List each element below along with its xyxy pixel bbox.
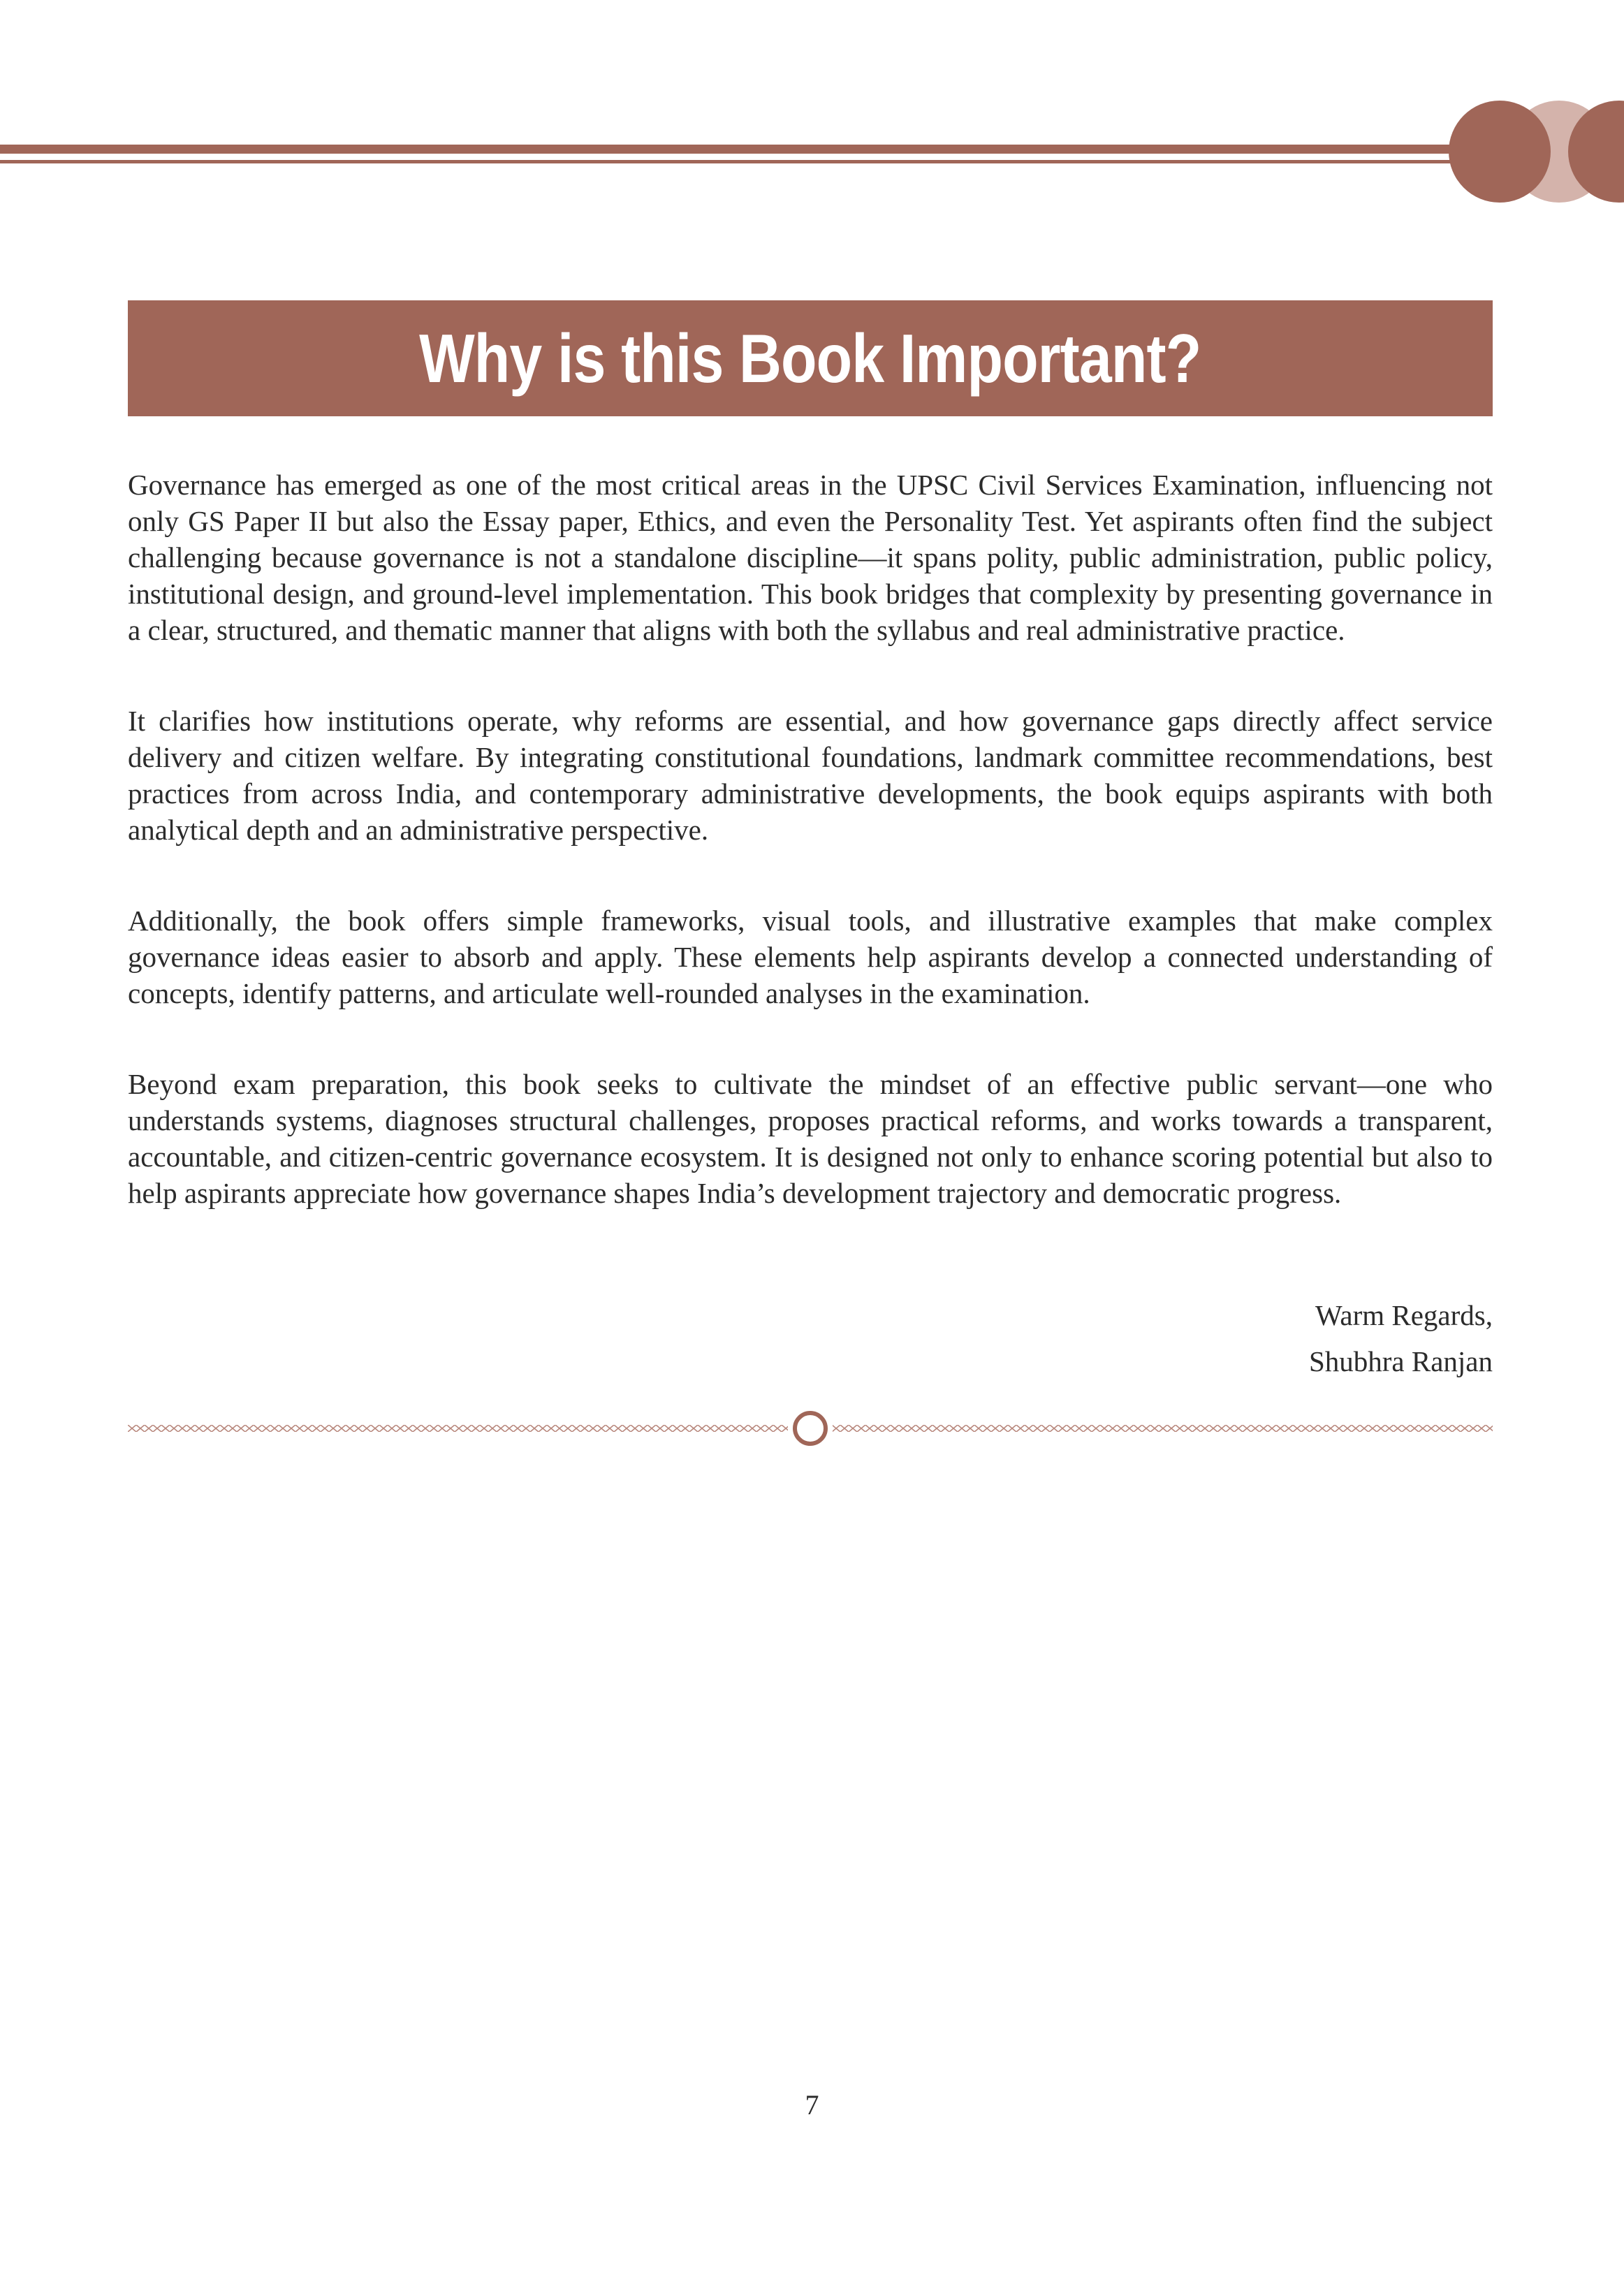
signoff-author: Shubhra Ranjan (1308, 1345, 1493, 1377)
section-divider (128, 1407, 1493, 1449)
body-text (128, 467, 1493, 1266)
page-title: Why is this Book Important? (419, 319, 1201, 397)
header-circle-dark (1449, 101, 1551, 203)
header-rule-thin (0, 160, 1453, 163)
divider-ring-icon (795, 1413, 826, 1444)
paragraph: Additionally, the book offers simple frameworks, visual tools, and illustrative examples that make complex governance ideas easier to absorb and apply. These elements help aspirants develop a connected understanding of concepts, identify patterns, and articulate well-rounded analyses in the examination. (128, 905, 1493, 1009)
title-banner (128, 300, 1493, 416)
header-rule-thick (0, 145, 1453, 154)
paragraph: It clarifies how institutions operate, why reforms are essential, and how governance gaps directly affect service delivery and citizen welfare. By integrating constitutional foundations, landmark committee recommendations, best practices from across India, and contemporary administrative developments, the book equips aspirants with both analytical depth and an administrative perspective. (128, 705, 1493, 846)
paragraph: Beyond exam preparation, this book seeks to cultivate the mindset of an effective public servant—one who understands systems, diagnoses structural challenges, proposes practical reforms, and works towards a transparent, accountable, and citizen-centric governance ecosystem. It is designed not only to enhance scoring potential but also to help aspirants appreciate how governance shapes India’s development trajectory and democratic progress. (128, 1068, 1493, 1209)
signoff-closing: Warm Regards, (1315, 1299, 1493, 1331)
page-number: 7 (805, 2089, 819, 2121)
header-decoration (0, 0, 1624, 224)
signoff (1309, 1292, 1493, 1384)
divider-pattern-right (833, 1425, 1493, 1432)
paragraph: Governance has emerged as one of the most critical areas in the UPSC Civil Services Examination, influencing not only GS Paper II but also the Essay paper, Ethics, and even the Personality Test. Yet aspirants often find the subject challenging because governance is not a standalone discipline—it spans polity, public administration, public policy, institutional design, and ground-level implementation. This book bridges that complexity by presenting governance in a clear, structured, and thematic manner that aligns with both the syllabus and real administrative practice. (128, 469, 1493, 646)
divider-pattern-left (128, 1425, 788, 1432)
